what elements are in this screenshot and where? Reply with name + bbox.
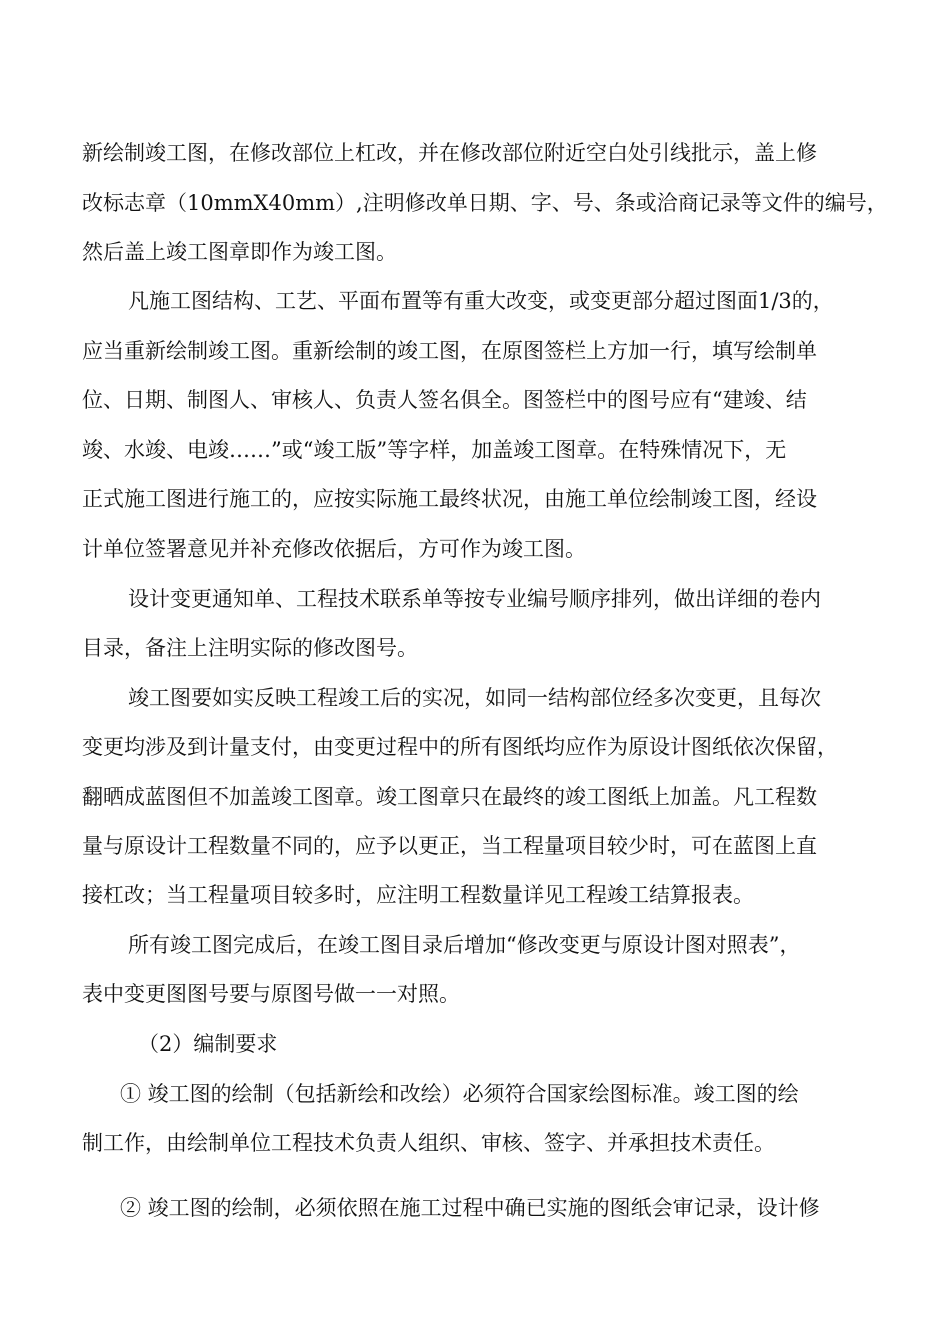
list-item-line: ① 竣工图的绘制（包括新绘和改绘）必须符合国家绘图标准。竣工图的绘 xyxy=(120,1082,799,1106)
paragraph-line: 所有竣工图完成后，在竣工图目录后增加“修改变更与原设计图对照表”， xyxy=(128,933,801,957)
paragraph-line: 改标志章（10mmX40mm）,注明修改单日期、字、号、条或洽商记录等文件的编号， xyxy=(82,191,888,215)
paragraph-line: 变更均涉及到计量支付，由变更过程中的所有图纸均应作为原设计图纸依次保留， xyxy=(82,735,838,759)
paragraph-line: 计单位签署意见并补充修改依据后，方可作为竣工图。 xyxy=(82,537,586,561)
paragraph-line: 量与原设计工程数量不同的，应予以更正，当工程量项目较少时，可在蓝图上直 xyxy=(82,834,817,858)
paragraph-line: 然后盖上竣工图章即作为竣工图。 xyxy=(82,240,397,264)
paragraph-line: 竣、水竣、电竣……”或“竣工版”等字样，加盖竣工图章。在特殊情况下，无 xyxy=(82,438,787,462)
paragraph-line: 目录，备注上注明实际的修改图号。 xyxy=(82,636,418,660)
paragraph-line: 翻晒成蓝图但不加盖竣工图章。竣工图章只在最终的竣工图纸上加盖。凡工程数 xyxy=(82,785,817,809)
paragraph-line: 位、日期、制图人、审核人、负责人签名俱全。图签栏中的图号应有“建竣、结 xyxy=(82,388,807,412)
paragraph-line: 表中变更图图号要与原图号做一一对照。 xyxy=(82,982,460,1006)
list-item-line: ② 竣工图的绘制，必须依照在施工过程中确已实施的图纸会审记录，设计修 xyxy=(120,1196,820,1220)
paragraph-line: 凡施工图结构、工艺、平面布置等有重大改变，或变更部分超过图面1/3的， xyxy=(128,289,834,313)
paragraph-line: 设计变更通知单、工程技术联系单等按专业编号顺序排列，做出详细的卷内 xyxy=(128,587,821,611)
paragraph-line: 接杠改；当工程量项目较多时，应注明工程数量详见工程竣工结算报表。 xyxy=(82,883,754,907)
paragraph-line: 新绘制竣工图，在修改部位上杠改，并在修改部位附近空白处引线批示，盖上修 xyxy=(82,141,817,165)
section-heading: （2）编制要求 xyxy=(138,1032,278,1056)
paragraph-line: 制工作，由绘制单位工程技术负责人组织、审核、签字、并承担技术责任。 xyxy=(82,1131,775,1155)
paragraph-line: 正式施工图进行施工的，应按实际施工最终状况，由施工单位绘制竣工图，经设 xyxy=(82,487,817,511)
paragraph-line: 竣工图要如实反映工程竣工后的实况，如同一结构部位经多次变更，且每次 xyxy=(128,686,821,710)
paragraph-line: 应当重新绘制竣工图。重新绘制的竣工图，在原图签栏上方加一行，填写绘制单 xyxy=(82,339,817,363)
